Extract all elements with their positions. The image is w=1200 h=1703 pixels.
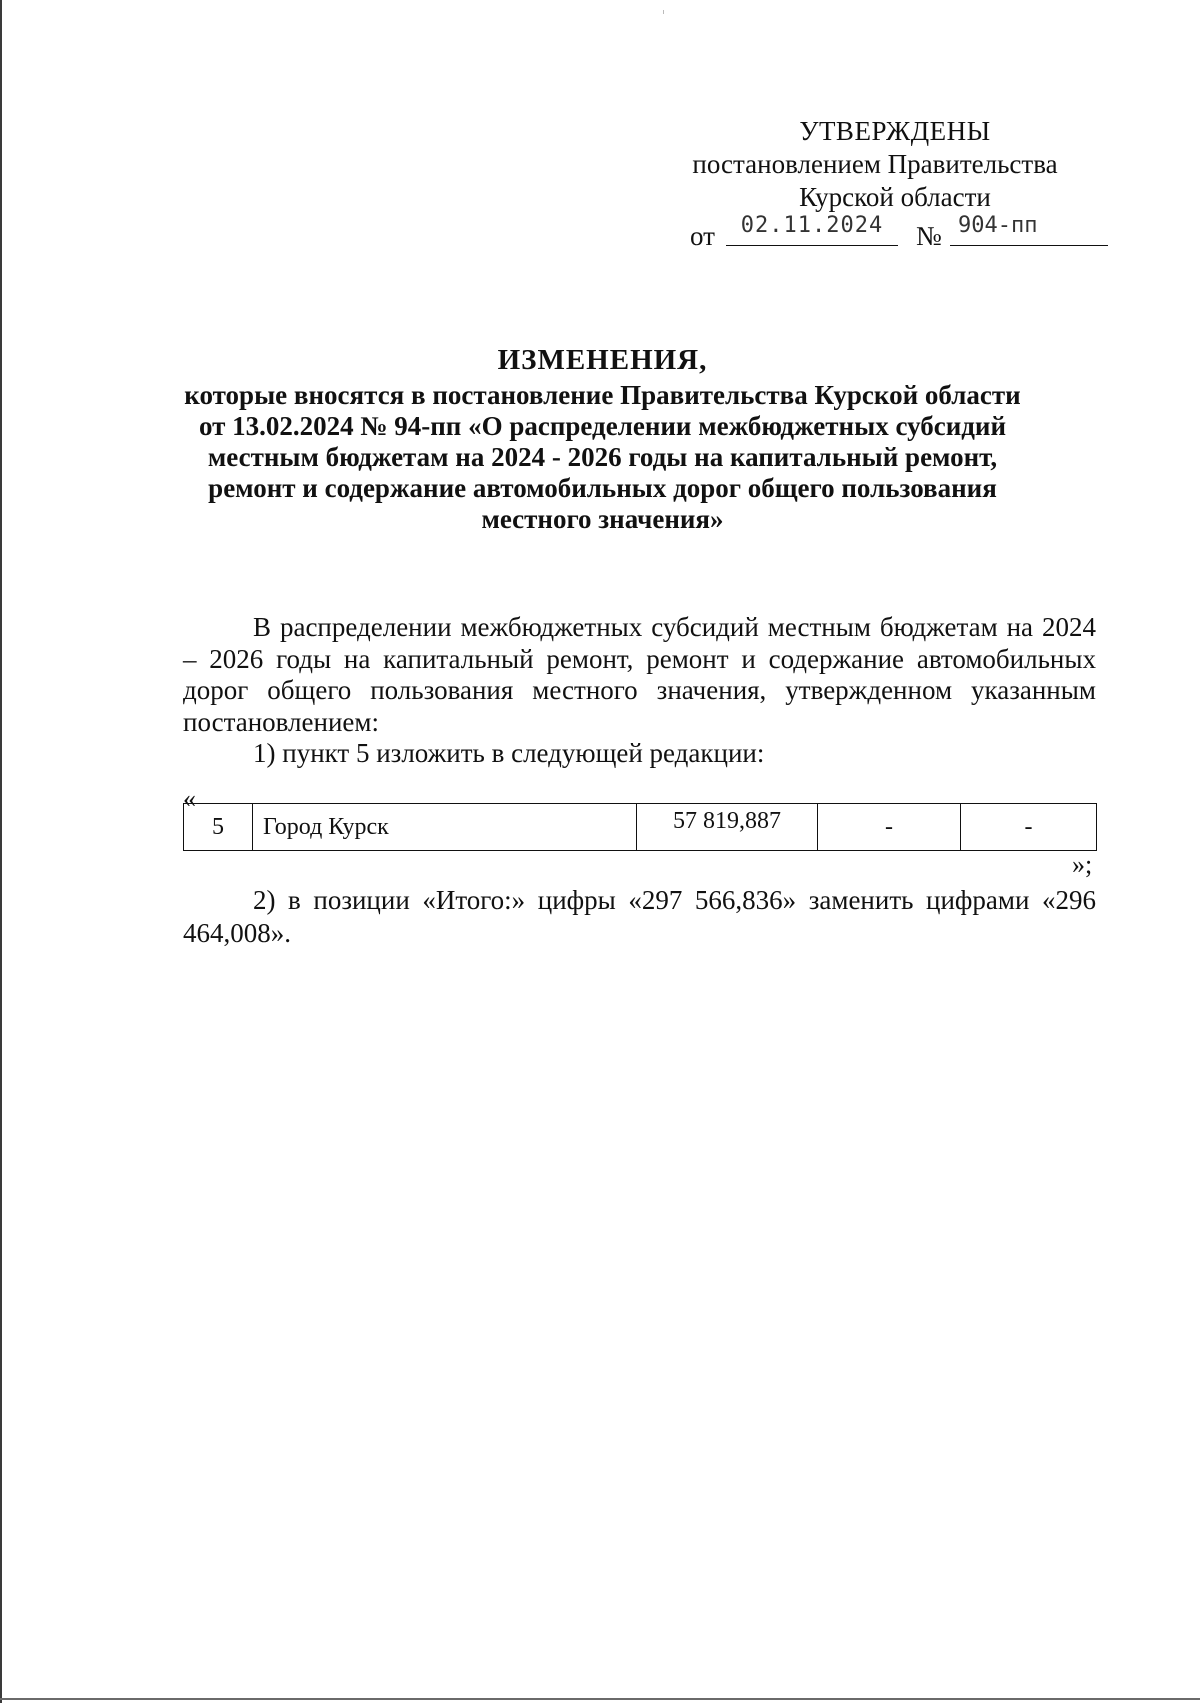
body-item-1: 1) пункт 5 изложить в следующей редакции: — [253, 738, 765, 768]
approval-authority: постановлением Правительства — [692, 149, 1058, 179]
cell-number: 5 — [184, 804, 253, 851]
body-item-2-block — [183, 884, 1096, 950]
close-quote: »; — [1072, 850, 1093, 879]
cell-municipality: Город Курск — [253, 804, 637, 851]
cell-col4: - — [818, 804, 961, 851]
approval-block — [650, 115, 1100, 214]
table-row — [184, 804, 1097, 851]
document-body — [183, 612, 1096, 770]
body-item-2: 2) в позиции «Итого:» цифры «297 566,836» заменить цифрами «296 464,008». — [183, 885, 1096, 948]
scan-mark — [663, 10, 664, 14]
approval-heading: УТВЕРЖДЕНЫ — [799, 116, 991, 146]
date-prefix: от — [690, 221, 715, 251]
number-prefix: № — [916, 221, 942, 251]
scan-edge-bottom — [0, 1698, 1200, 1700]
document-title — [180, 345, 1025, 535]
amendment-table — [183, 803, 1097, 851]
cell-amount: 57 819,887 — [637, 804, 818, 851]
title-heading: ИЗМЕНЕНИЯ, — [497, 344, 708, 376]
approval-number: 904-пп — [950, 211, 1108, 246]
approval-date: 02.11.2024 — [726, 211, 898, 246]
body-paragraph: В распределении межбюджетных субсидий местным бюджетам на 2024 – 2026 годы на капитальный ремонт, ремонт и содержание автомобильных дорог общего пользования местного значения, утвержденном указанным постановлением: — [183, 612, 1096, 737]
scan-edge-left — [0, 0, 2, 1703]
cell-col5: - — [961, 804, 1097, 851]
open-quote: « — [183, 784, 196, 813]
title-subtitle: которые вносятся в постановление Правительства Курской области от 13.02.2024 № 94-пп «О распределении межбюджетных субсидий местным бюджетам на 2024 - 2026 годы на капитальный ремонт, ремонт и содержание автомобильных дорог общего пользования местного значения» — [184, 380, 1021, 534]
approval-date-number — [690, 211, 1110, 251]
approval-region: Курской области — [799, 182, 991, 212]
